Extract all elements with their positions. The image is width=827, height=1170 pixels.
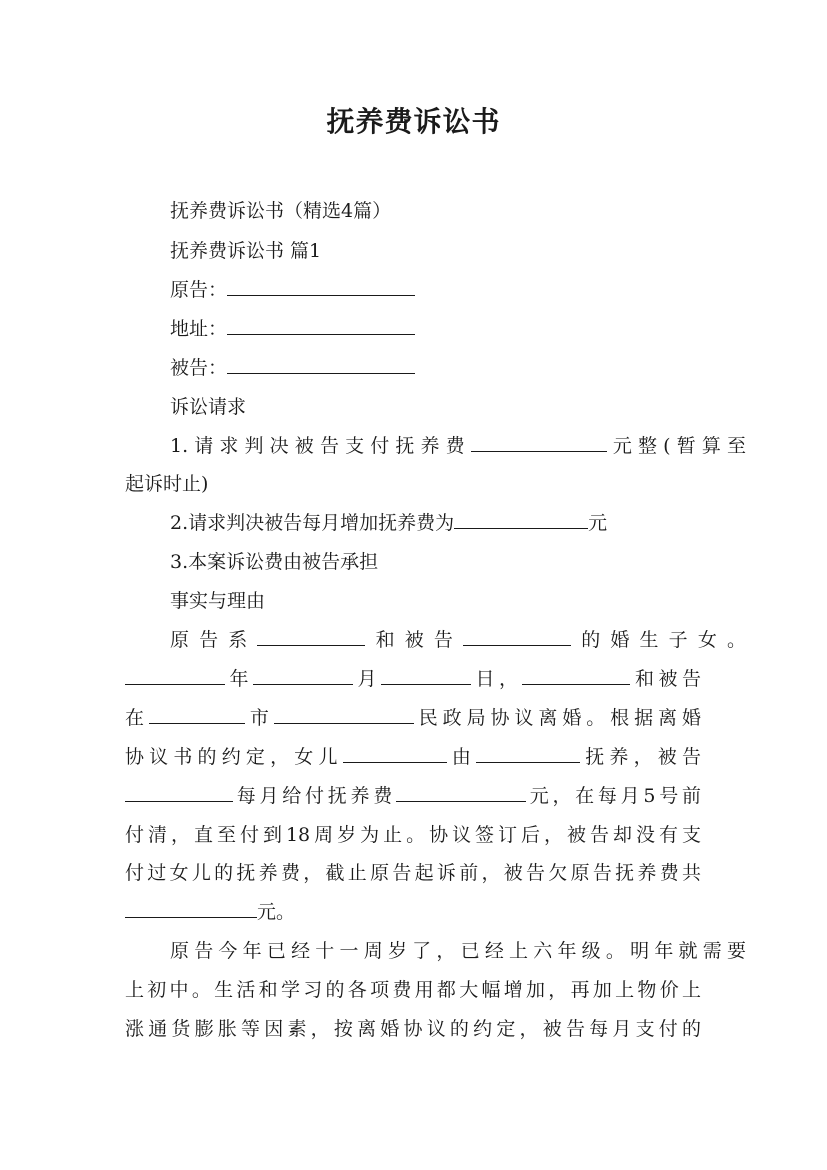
claim-2-blank [454, 506, 588, 529]
facts-blank [522, 662, 630, 685]
document-title: 抚养费诉讼书 [326, 105, 501, 138]
facts-l5-b: 元，在每月5号前 [525, 785, 701, 807]
facts-blank [274, 701, 414, 724]
facts-l4-c: 抚养，被告 [580, 746, 701, 768]
para2-l2: 上初中。生活和学习的各项费用都大幅增加，再加上物价上 [125, 979, 701, 1001]
claims-heading [125, 387, 746, 427]
facts-blank [381, 662, 471, 685]
plaintiff-field [125, 270, 746, 310]
claim-2-text-b: 元 [588, 512, 608, 534]
facts-blank [149, 701, 245, 724]
facts-line-7 [125, 853, 701, 893]
facts-blank [125, 779, 233, 802]
claim-1-blank [471, 429, 607, 452]
facts-blank [253, 662, 353, 685]
claim-1-line-1 [125, 426, 746, 466]
claim-1-line-2 [125, 464, 701, 504]
defendant-field [125, 348, 746, 388]
facts-line-8 [125, 892, 701, 932]
facts-l4-b: 由 [446, 746, 477, 768]
facts-line-1 [125, 620, 746, 660]
claim-2 [125, 503, 746, 543]
facts-line-2 [125, 659, 701, 699]
claim-1-text-a: 1.请求判决被告支付抚养费 [170, 435, 471, 457]
section-heading [125, 231, 746, 271]
facts-l8: 元。 [257, 901, 296, 923]
plaintiff-blank [227, 273, 415, 296]
defendant-blank [227, 351, 415, 374]
address-field [125, 309, 746, 349]
claim-3-text: 3.本案诉讼费由被告承担 [170, 551, 379, 573]
claim-1-text-b: 元整(暂算至 [606, 435, 746, 457]
subtitle-text: 抚养费诉讼书（精选4篇） [170, 200, 392, 222]
address-label: 地址： [170, 318, 228, 340]
facts-blank [125, 895, 257, 918]
facts-l7: 付过女儿的抚养费，截止原告起诉前，被告欠原告抚养费共 [125, 862, 701, 884]
facts-l2-d: 和被告 [630, 668, 701, 690]
facts-l2-c: 日， [471, 668, 523, 690]
facts-blank [343, 740, 447, 763]
facts-l2-a: 年 [225, 668, 253, 690]
facts-l3-a: 在 [125, 707, 149, 729]
facts-heading [125, 581, 746, 621]
facts-line-4 [125, 737, 701, 777]
address-blank [227, 312, 415, 335]
facts-l5-a: 每月给付抚养费 [233, 785, 396, 807]
para2-l1: 原告今年已经十一周岁了，已经上六年级。明年就需要 [170, 940, 746, 962]
facts-blank [125, 662, 225, 685]
para2-line-1 [125, 931, 746, 971]
facts-l6: 付清，直至付到18周岁为止。协议签订后，被告却没有支 [125, 824, 701, 846]
facts-line-5 [125, 776, 701, 816]
facts-l3-c: 民政局协议离婚。根据离婚 [413, 707, 701, 729]
facts-l4-a: 协议书的约定，女儿 [125, 746, 343, 768]
facts-l3-b: 市 [244, 707, 274, 729]
facts-l1-b: 和被告 [365, 629, 464, 651]
facts-l1-c: 的婚生子女。 [571, 629, 746, 651]
document-subtitle [125, 191, 746, 231]
para2-l3: 涨通货膨胀等因素，按离婚协议的约定，被告每月支付的 [125, 1018, 701, 1040]
defendant-label: 被告： [170, 357, 228, 379]
claims-heading-text: 诉讼请求 [170, 396, 247, 418]
facts-line-6 [125, 815, 701, 855]
facts-blank [257, 623, 365, 646]
facts-blank [396, 779, 526, 802]
plaintiff-label: 原告： [170, 279, 228, 301]
para2-line-3 [125, 1009, 701, 1049]
facts-l1-a: 原告系 [170, 629, 258, 651]
para2-line-2 [125, 970, 701, 1010]
claim-1-text-c: 起诉时止) [125, 473, 209, 495]
section-heading-text: 抚养费诉讼书 篇1 [170, 240, 322, 262]
facts-line-3 [125, 698, 701, 738]
facts-l2-b: 月 [353, 668, 381, 690]
facts-heading-text: 事实与理由 [170, 590, 266, 612]
claim-2-text-a: 2.请求判决被告每月增加抚养费为 [170, 512, 455, 534]
claim-3 [125, 542, 746, 582]
facts-blank [463, 623, 571, 646]
facts-blank [476, 740, 580, 763]
